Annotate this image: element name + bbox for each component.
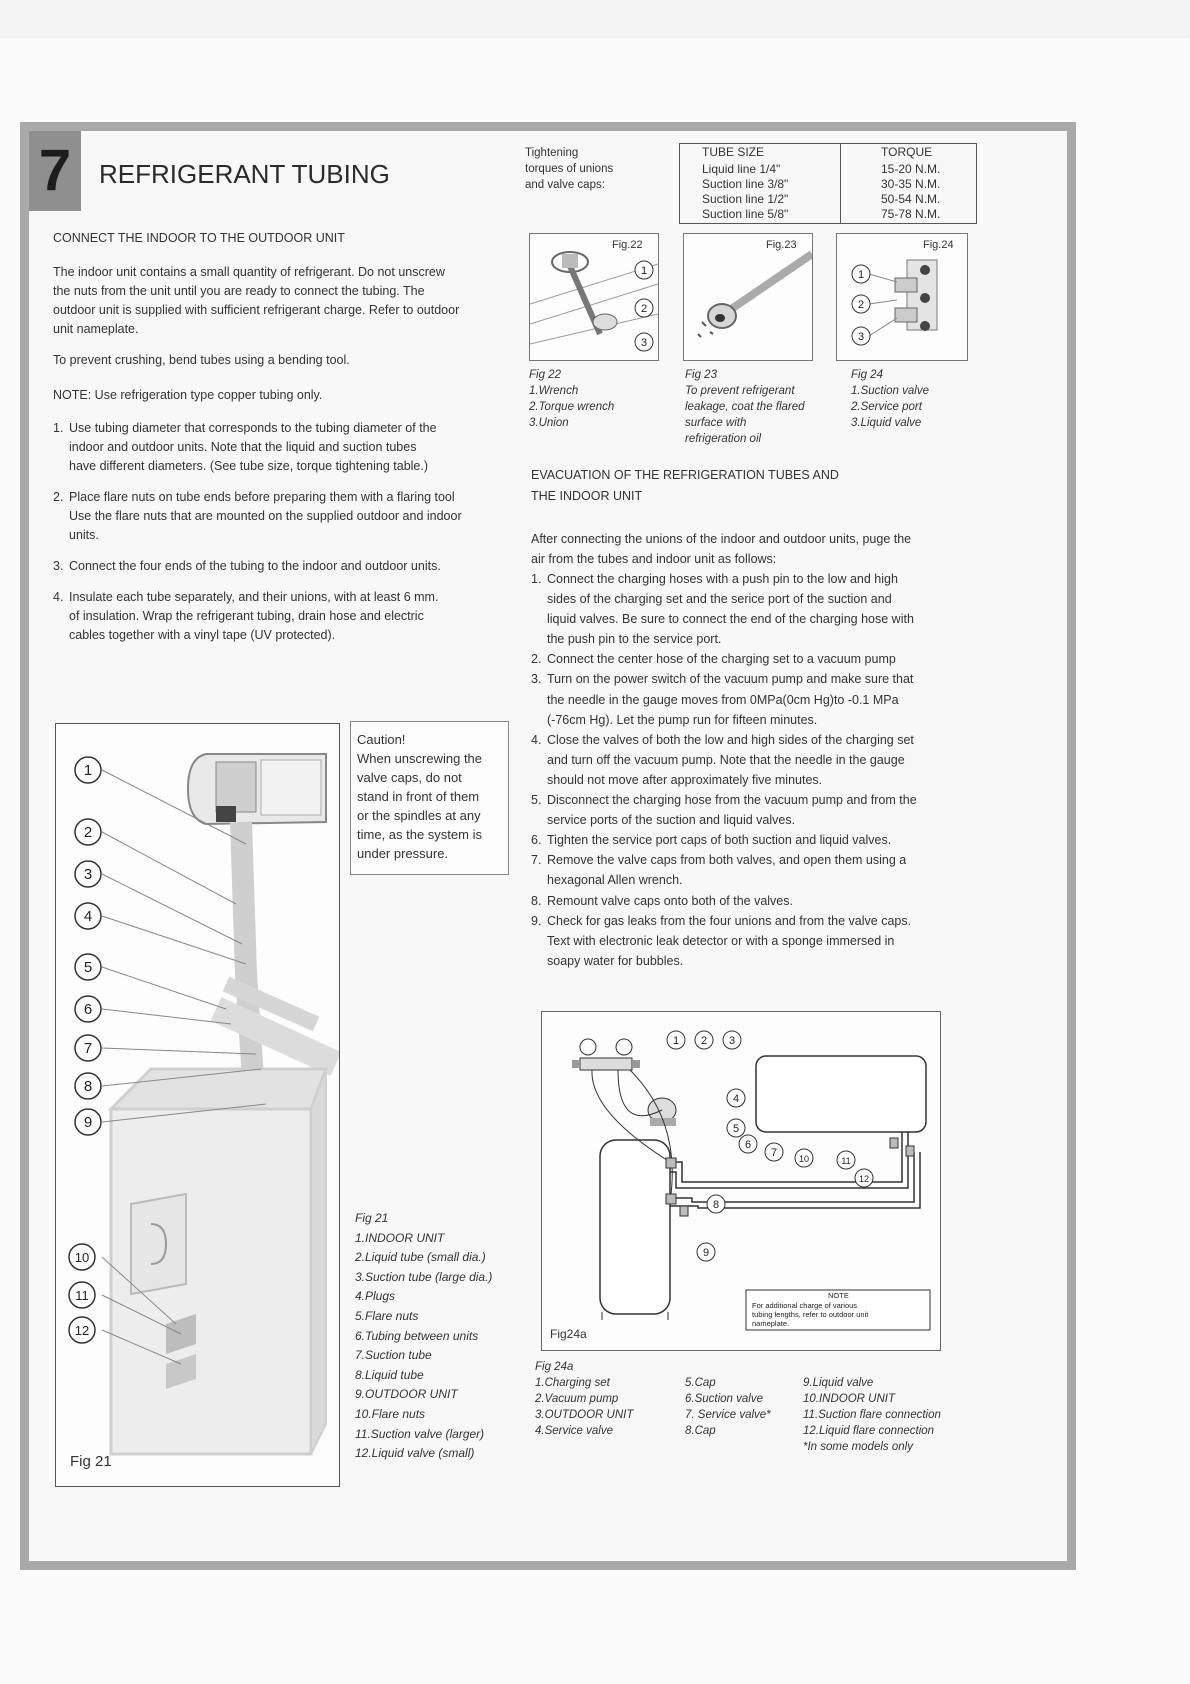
caution-line: When unscrewing the: [357, 751, 483, 766]
step-item: [53, 488, 523, 545]
fig24a-note-title: NOTE: [828, 1291, 849, 1300]
step-line: the needle in the gauge moves from 0MPa(0cm Hg)to -0.1 MPa: [547, 692, 899, 707]
torque-intro-line: torques of unions: [525, 163, 614, 175]
caption-line: 7.Suction tube: [355, 1348, 432, 1363]
fig21-callout-8: 8: [83, 1078, 93, 1095]
step-line: soapy water for bubbles.: [547, 953, 684, 968]
evac-intro-line: After connecting the unions of the indoor and outdoor units, puge the: [531, 532, 912, 546]
step-line: have different diameters. (See tube size, torque tightening table.): [69, 459, 429, 473]
evac-step: [531, 850, 1001, 890]
caption-line: Fig 24: [851, 369, 883, 381]
fig23-illustration: [684, 234, 812, 360]
fig23-label: Fig.23: [766, 239, 797, 251]
step-number: 3.: [53, 559, 64, 573]
caption-line: 7. Service valve*: [685, 1409, 771, 1421]
fig21-callout-12: 12: [74, 1323, 90, 1338]
caption-line: 2.Torque wrench: [529, 401, 615, 413]
step-line: Use the flare nuts that are mounted on the supplied outdoor and indoor: [69, 509, 462, 523]
step-line: of insulation. Wrap the refrigerant tubing, drain hose and electric: [69, 609, 424, 623]
caption-line: 12.Liquid valve (small): [355, 1446, 475, 1461]
evac-intro-line: air from the tubes and indoor unit as follows:: [531, 552, 777, 566]
caption-line: 4.Service valve: [535, 1425, 613, 1437]
step-number: 9.: [531, 913, 542, 928]
caption-line: 9.Liquid valve: [803, 1377, 874, 1389]
caption-line: To prevent refrigerant: [685, 385, 795, 397]
caption-line: leakage, coat the flared: [685, 401, 805, 413]
step-line: Connect the four ends of the tubing to the indoor and outdoor units.: [69, 559, 441, 573]
fig21-callout-7: 7: [83, 1040, 93, 1057]
prevent-crushing-text: To prevent crushing, bend tubes using a bending tool.: [53, 353, 350, 367]
step-number: 1.: [531, 572, 542, 586]
step-item: [53, 588, 523, 645]
fig21-callout-10: 10: [74, 1250, 90, 1265]
step-line: Place flare nuts on tube ends before preparing them with a flaring tool: [69, 490, 455, 504]
step-item: [53, 557, 523, 576]
evac-step: [531, 669, 1001, 729]
step-line: indoor and outdoor units. Note that the liquid and suction tubes: [69, 440, 417, 454]
caption-line: Fig 21: [355, 1211, 389, 1225]
step-number: 8.: [531, 893, 542, 908]
caption-line: 2.Service port: [851, 401, 922, 413]
step-number: 2.: [53, 490, 64, 504]
caption-line: refrigeration oil: [685, 433, 762, 445]
fig24a-callout-6: 6: [744, 1139, 752, 1151]
caution-line: time, as the system is: [357, 827, 482, 842]
evac-heading-line: THE INDOOR UNIT: [531, 489, 643, 503]
caption-line: 10.Flare nuts: [355, 1406, 426, 1421]
caption-line: 3.OUTDOOR UNIT: [535, 1409, 634, 1421]
fig24a-caption-col3: [803, 1375, 941, 1455]
caption-line: 3.Union: [529, 417, 569, 429]
fig24a-callout-12: 12: [858, 1174, 870, 1184]
caption-line: 11.Suction flare connection: [803, 1409, 941, 1421]
fig24a-note-line: For additional charge of various: [752, 1301, 858, 1310]
evac-steps: [531, 569, 1001, 971]
step-line: Turn on the power switch of the vacuum pump and make sure that: [547, 672, 914, 687]
caption-line: 3.Suction tube (large dia.): [355, 1269, 493, 1284]
fig21-callout-6: 6: [83, 1001, 93, 1018]
step-line: should not move after approximately five minutes.: [547, 772, 823, 787]
step-line: Text with electronic leak detector or with a sponge immersed in: [547, 933, 895, 948]
torque-table: [679, 143, 977, 224]
intro-line: The indoor unit contains a small quantity of refrigerant. Do not unscrew: [53, 265, 445, 279]
fig24-frame: [836, 233, 968, 361]
fig24-callout-1: 1: [857, 269, 865, 281]
caution-box: [350, 721, 509, 875]
caution-title: Caution!: [357, 732, 406, 747]
fig21-illustration: [56, 724, 339, 1486]
caption-line: Fig 23: [685, 369, 717, 381]
fig21-callout-2: 2: [83, 824, 93, 841]
torque-intro: [525, 145, 613, 193]
evac-step: [531, 569, 1001, 649]
step-line: Insulate each tube separately, and their unions, with at least 6 mm.: [69, 590, 439, 604]
torque-header-torque: TORQUE: [841, 144, 977, 162]
step-line: hexagonal Allen wrench.: [547, 873, 683, 888]
step-number: 1.: [53, 421, 64, 435]
fig21-callout-11: 11: [75, 1288, 89, 1303]
fig24a-note-line: tubing lengths, refer to outdoor unit: [752, 1310, 869, 1319]
fig24a-callout-11: 11: [841, 1156, 851, 1166]
tube-size: Liquid line 1/4": [702, 162, 781, 176]
fig21-callout-1: 1: [83, 762, 93, 779]
step-line: Disconnect the charging hose from the vacuum pump and from the: [547, 793, 917, 808]
caption-line: 3.Liquid valve: [851, 417, 922, 429]
fig21-label: Fig 21: [70, 1453, 112, 1470]
evac-step: [531, 649, 1001, 669]
fig23-caption: [685, 367, 805, 447]
fig24a-note-line: nameplate.: [752, 1319, 790, 1328]
evac-step: [531, 911, 1001, 971]
fig22-label: Fig.22: [612, 239, 643, 251]
torque-value: 30-35 N.M.: [881, 177, 941, 191]
note-text: NOTE: Use refrigeration type copper tubing only.: [53, 388, 323, 402]
fig24-callout-2: 2: [857, 299, 865, 311]
fig24a-label: Fig24a: [550, 1327, 587, 1341]
torque-value: 50-54 N.M.: [881, 192, 941, 206]
caption-line: 11.Suction valve (larger): [355, 1426, 485, 1441]
fig21-callout-4: 4: [83, 908, 93, 925]
fig22-caption: [529, 367, 614, 431]
intro-line: outdoor unit is supplied with sufficient refrigerant charge. Refer to outdoor: [53, 303, 460, 317]
fig24a-callout-8: 8: [712, 1199, 720, 1211]
evac-intro: [531, 529, 1001, 569]
fig24a-diagram: [542, 1012, 940, 1350]
fig24a-caption-col1: [535, 1375, 633, 1439]
caption-line: 1.Suction valve: [851, 385, 929, 397]
step-line: Tighten the service port caps of both suction and liquid valves.: [547, 833, 892, 848]
evac-heading-line: EVACUATION OF THE REFRIGERATION TUBES AND: [531, 468, 839, 482]
tube-size: Suction line 5/8": [702, 207, 789, 221]
fig24a-callout-3: 3: [728, 1035, 736, 1047]
step-item: [53, 419, 523, 476]
fig24-illustration: [837, 234, 967, 360]
caption-line: 2.Liquid tube (small dia.): [355, 1250, 486, 1265]
step-line: Use tubing diameter that corresponds to the tubing diameter of the: [69, 421, 437, 435]
step-number: 3.: [531, 672, 542, 687]
caption-line: 5.Flare nuts: [355, 1308, 419, 1323]
caption-line: 5.Cap: [685, 1377, 716, 1389]
step-line: service ports of the suction and liquid valves.: [547, 813, 796, 828]
tube-size: Suction line 3/8": [702, 177, 789, 191]
fig21-caption: [355, 1209, 492, 1464]
fig23-frame: [683, 233, 813, 361]
step-line: Connect the center hose of the charging set to a vacuum pump: [547, 652, 896, 667]
fig24a-callout-5: 5: [732, 1123, 740, 1135]
fig24a-frame: [541, 1011, 941, 1351]
fig22-illustration: [530, 234, 658, 360]
fig24a-callout-1: 1: [672, 1035, 680, 1047]
step-line: Check for gas leaks from the four unions and from the valve caps.: [547, 913, 912, 928]
scan-margin: [0, 0, 1190, 38]
connect-steps: [53, 419, 523, 645]
evac-step: [531, 891, 1001, 911]
caption-line: 4.Plugs: [355, 1289, 396, 1304]
chapter-number: 7: [29, 131, 81, 211]
step-line: Connect the charging hoses with a push pin to the low and high: [547, 572, 898, 586]
fig24a-callout-7: 7: [770, 1147, 778, 1159]
caption-line: 6.Tubing between units: [355, 1328, 479, 1343]
caption-line: 8.Cap: [685, 1425, 716, 1437]
caution-line: valve caps, do not: [357, 770, 462, 785]
step-number: 2.: [531, 652, 542, 667]
caption-line: 1.INDOOR UNIT: [355, 1230, 445, 1245]
torque-value: 15-20 N.M.: [881, 162, 941, 176]
caption-line: 1.Wrench: [529, 385, 579, 397]
connect-heading: CONNECT THE INDOOR TO THE OUTDOOR UNIT: [53, 231, 345, 245]
step-number: 4.: [53, 590, 64, 604]
caption-line: 10.INDOOR UNIT: [803, 1393, 896, 1405]
evac-heading: [531, 465, 839, 507]
step-line: (-76cm Hg). Let the pump run for fifteen minutes.: [547, 712, 818, 727]
tube-size: Suction line 1/2": [702, 192, 789, 206]
evac-step: [531, 730, 1001, 790]
step-number: 4.: [531, 732, 542, 747]
step-line: Remove the valve caps from both valves, and open them using a: [547, 853, 907, 868]
fig24-label: Fig.24: [923, 239, 954, 251]
step-line: sides of the charging set and the serice port of the suction and: [547, 592, 892, 607]
step-number: 5.: [531, 793, 542, 808]
chapter-title: REFRIGERANT TUBING: [99, 159, 390, 189]
fig21-frame: [55, 723, 340, 1487]
intro-line: the nuts from the unit until you are ready to connect the tubing. The: [53, 284, 425, 298]
caption-line: 6.Suction valve: [685, 1393, 763, 1405]
fig22-callout-1: 1: [640, 265, 648, 277]
fig24a-callout-10: 10: [798, 1154, 810, 1164]
caption-line: 9.OUTDOOR UNIT: [355, 1387, 458, 1402]
torque-value: 75-78 N.M.: [881, 207, 941, 221]
step-line: Remount valve caps onto both of the valves.: [547, 893, 793, 908]
torque-values: [841, 161, 977, 224]
fig22-callout-2: 2: [640, 303, 648, 315]
step-number: 7.: [531, 853, 542, 868]
fig22-frame: [529, 233, 659, 361]
caption-line: 2.Vacuum pump: [535, 1393, 619, 1405]
caption-line: surface with: [685, 417, 747, 429]
fig24a-caption-title: Fig 24a: [535, 1361, 574, 1373]
torque-intro-line: Tightening: [525, 147, 579, 159]
caution-line: or the spindles at any: [357, 808, 481, 823]
step-line: liquid valves. Be sure to connect the end of the charging hose with: [547, 612, 914, 627]
fig22-callout-3: 3: [640, 337, 648, 349]
intro-paragraph: [53, 263, 523, 339]
torque-sizes: [680, 161, 841, 224]
step-line: Close the valves of both the low and high sides of the charging set: [547, 732, 914, 747]
evac-step: [531, 790, 1001, 830]
step-line: the push pin to the service port.: [547, 632, 722, 647]
fig21-callout-9: 9: [83, 1114, 93, 1131]
fig24a-callout-4: 4: [732, 1093, 740, 1105]
step-line: and turn off the vacuum pump. Note that the needle in the gauge: [547, 752, 905, 767]
caution-line: stand in front of them: [357, 789, 480, 804]
fig24a-callout-2: 2: [700, 1035, 708, 1047]
step-line: cables together with a vinyl tape (UV protected).: [69, 628, 336, 642]
caption-line: 8.Liquid tube: [355, 1367, 424, 1382]
step-number: 6.: [531, 833, 542, 848]
torque-header-size: TUBE SIZE: [680, 144, 841, 162]
intro-line: unit nameplate.: [53, 322, 139, 336]
fig21-callout-3: 3: [83, 866, 93, 883]
evac-step: [531, 830, 1001, 850]
fig24-caption: [851, 367, 929, 431]
fig24a-callout-9: 9: [702, 1247, 710, 1259]
caution-line: under pressure.: [357, 846, 449, 861]
caption-line: *In some models only: [803, 1441, 913, 1453]
fig24-callout-3: 3: [857, 331, 865, 343]
step-line: units.: [69, 528, 99, 542]
fig21-callout-5: 5: [83, 959, 93, 976]
fig24a-caption-col2: [685, 1375, 771, 1439]
caption-line: 12.Liquid flare connection: [803, 1425, 935, 1437]
manual-page: [20, 122, 1076, 1570]
torque-intro-line: and valve caps:: [525, 179, 605, 191]
caption-line: 1.Charging set: [535, 1377, 610, 1389]
caption-line: Fig 22: [529, 369, 561, 381]
